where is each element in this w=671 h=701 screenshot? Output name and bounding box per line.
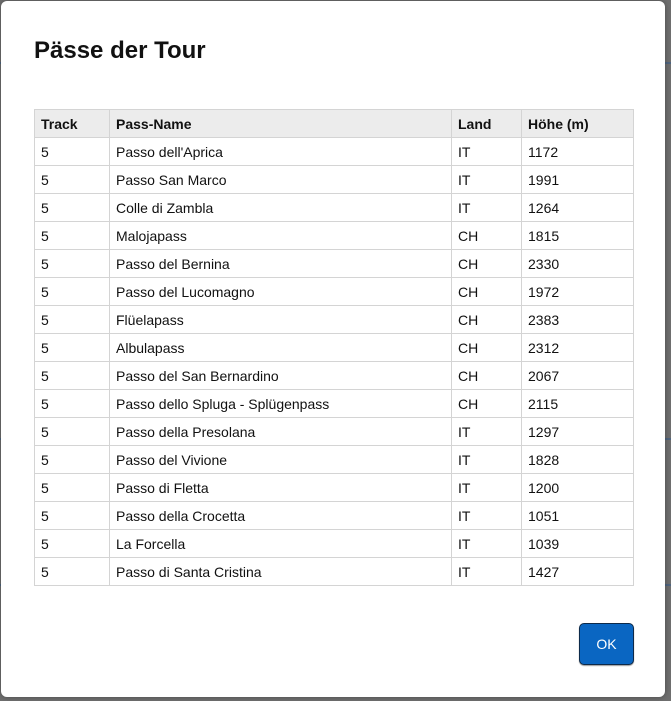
cell-height: 1264 — [522, 194, 634, 222]
cell-height: 2067 — [522, 362, 634, 390]
cell-track: 5 — [35, 418, 110, 446]
column-header-land: Land — [452, 110, 522, 138]
cell-height: 1051 — [522, 502, 634, 530]
table-row — [35, 138, 634, 166]
cell-height: 1297 — [522, 418, 634, 446]
cell-track: 5 — [35, 250, 110, 278]
cell-pass-name: Passo dell'Aprica — [110, 138, 452, 166]
ok-button[interactable]: OK — [579, 623, 634, 665]
cell-track: 5 — [35, 474, 110, 502]
column-header-track: Track — [35, 110, 110, 138]
cell-land: IT — [452, 558, 522, 586]
cell-land: IT — [452, 530, 522, 558]
cell-pass-name: Malojapass — [110, 222, 452, 250]
cell-pass-name: Passo di Santa Cristina — [110, 558, 452, 586]
cell-track: 5 — [35, 502, 110, 530]
table-row — [35, 530, 634, 558]
table-row — [35, 250, 634, 278]
table-row — [35, 502, 634, 530]
cell-land: CH — [452, 250, 522, 278]
cell-height: 1039 — [522, 530, 634, 558]
cell-land: CH — [452, 306, 522, 334]
cell-track: 5 — [35, 138, 110, 166]
cell-height: 1427 — [522, 558, 634, 586]
table-row — [35, 558, 634, 586]
cell-height: 1815 — [522, 222, 634, 250]
cell-pass-name: Colle di Zambla — [110, 194, 452, 222]
cell-track: 5 — [35, 334, 110, 362]
cell-land: CH — [452, 362, 522, 390]
cell-track: 5 — [35, 306, 110, 334]
cell-land: IT — [452, 446, 522, 474]
column-header-height: Höhe (m) — [522, 110, 634, 138]
table-header-row — [35, 110, 634, 138]
cell-land: IT — [452, 418, 522, 446]
cell-pass-name: Passo della Crocetta — [110, 502, 452, 530]
cell-land: IT — [452, 138, 522, 166]
cell-height: 2330 — [522, 250, 634, 278]
cell-pass-name: Passo del Lucomagno — [110, 278, 452, 306]
cell-track: 5 — [35, 558, 110, 586]
cell-height: 1172 — [522, 138, 634, 166]
cell-land: CH — [452, 222, 522, 250]
cell-height: 1972 — [522, 278, 634, 306]
cell-pass-name: Passo del Bernina — [110, 250, 452, 278]
cell-height: 2383 — [522, 306, 634, 334]
table-row — [35, 446, 634, 474]
cell-track: 5 — [35, 362, 110, 390]
cell-track: 5 — [35, 166, 110, 194]
cell-land: IT — [452, 194, 522, 222]
passes-table — [34, 109, 634, 586]
table-row — [35, 390, 634, 418]
table-row — [35, 362, 634, 390]
table-row — [35, 474, 634, 502]
cell-track: 5 — [35, 530, 110, 558]
dialog-title: Pässe der Tour — [34, 37, 206, 64]
table-row — [35, 418, 634, 446]
cell-land: CH — [452, 278, 522, 306]
cell-height: 1200 — [522, 474, 634, 502]
cell-height: 2115 — [522, 390, 634, 418]
cell-height: 1828 — [522, 446, 634, 474]
cell-land: CH — [452, 390, 522, 418]
table-row — [35, 166, 634, 194]
cell-pass-name: Albulapass — [110, 334, 452, 362]
cell-track: 5 — [35, 194, 110, 222]
cell-land: IT — [452, 166, 522, 194]
cell-height: 2312 — [522, 334, 634, 362]
cell-pass-name: Passo del San Bernardino — [110, 362, 452, 390]
cell-land: IT — [452, 502, 522, 530]
cell-track: 5 — [35, 390, 110, 418]
cell-pass-name: La Forcella — [110, 530, 452, 558]
table-row — [35, 194, 634, 222]
passes-dialog — [1, 1, 665, 697]
column-header-pass-name: Pass-Name — [110, 110, 452, 138]
cell-pass-name: Passo San Marco — [110, 166, 452, 194]
table-row — [35, 222, 634, 250]
table-row — [35, 278, 634, 306]
cell-pass-name: Passo dello Spluga - Splügenpass — [110, 390, 452, 418]
cell-pass-name: Passo di Fletta — [110, 474, 452, 502]
cell-track: 5 — [35, 278, 110, 306]
cell-pass-name: Flüelapass — [110, 306, 452, 334]
cell-land: CH — [452, 334, 522, 362]
table-row — [35, 334, 634, 362]
cell-track: 5 — [35, 222, 110, 250]
cell-height: 1991 — [522, 166, 634, 194]
table-body — [35, 138, 634, 586]
cell-pass-name: Passo della Presolana — [110, 418, 452, 446]
cell-land: IT — [452, 474, 522, 502]
table-row — [35, 306, 634, 334]
cell-pass-name: Passo del Vivione — [110, 446, 452, 474]
cell-track: 5 — [35, 446, 110, 474]
